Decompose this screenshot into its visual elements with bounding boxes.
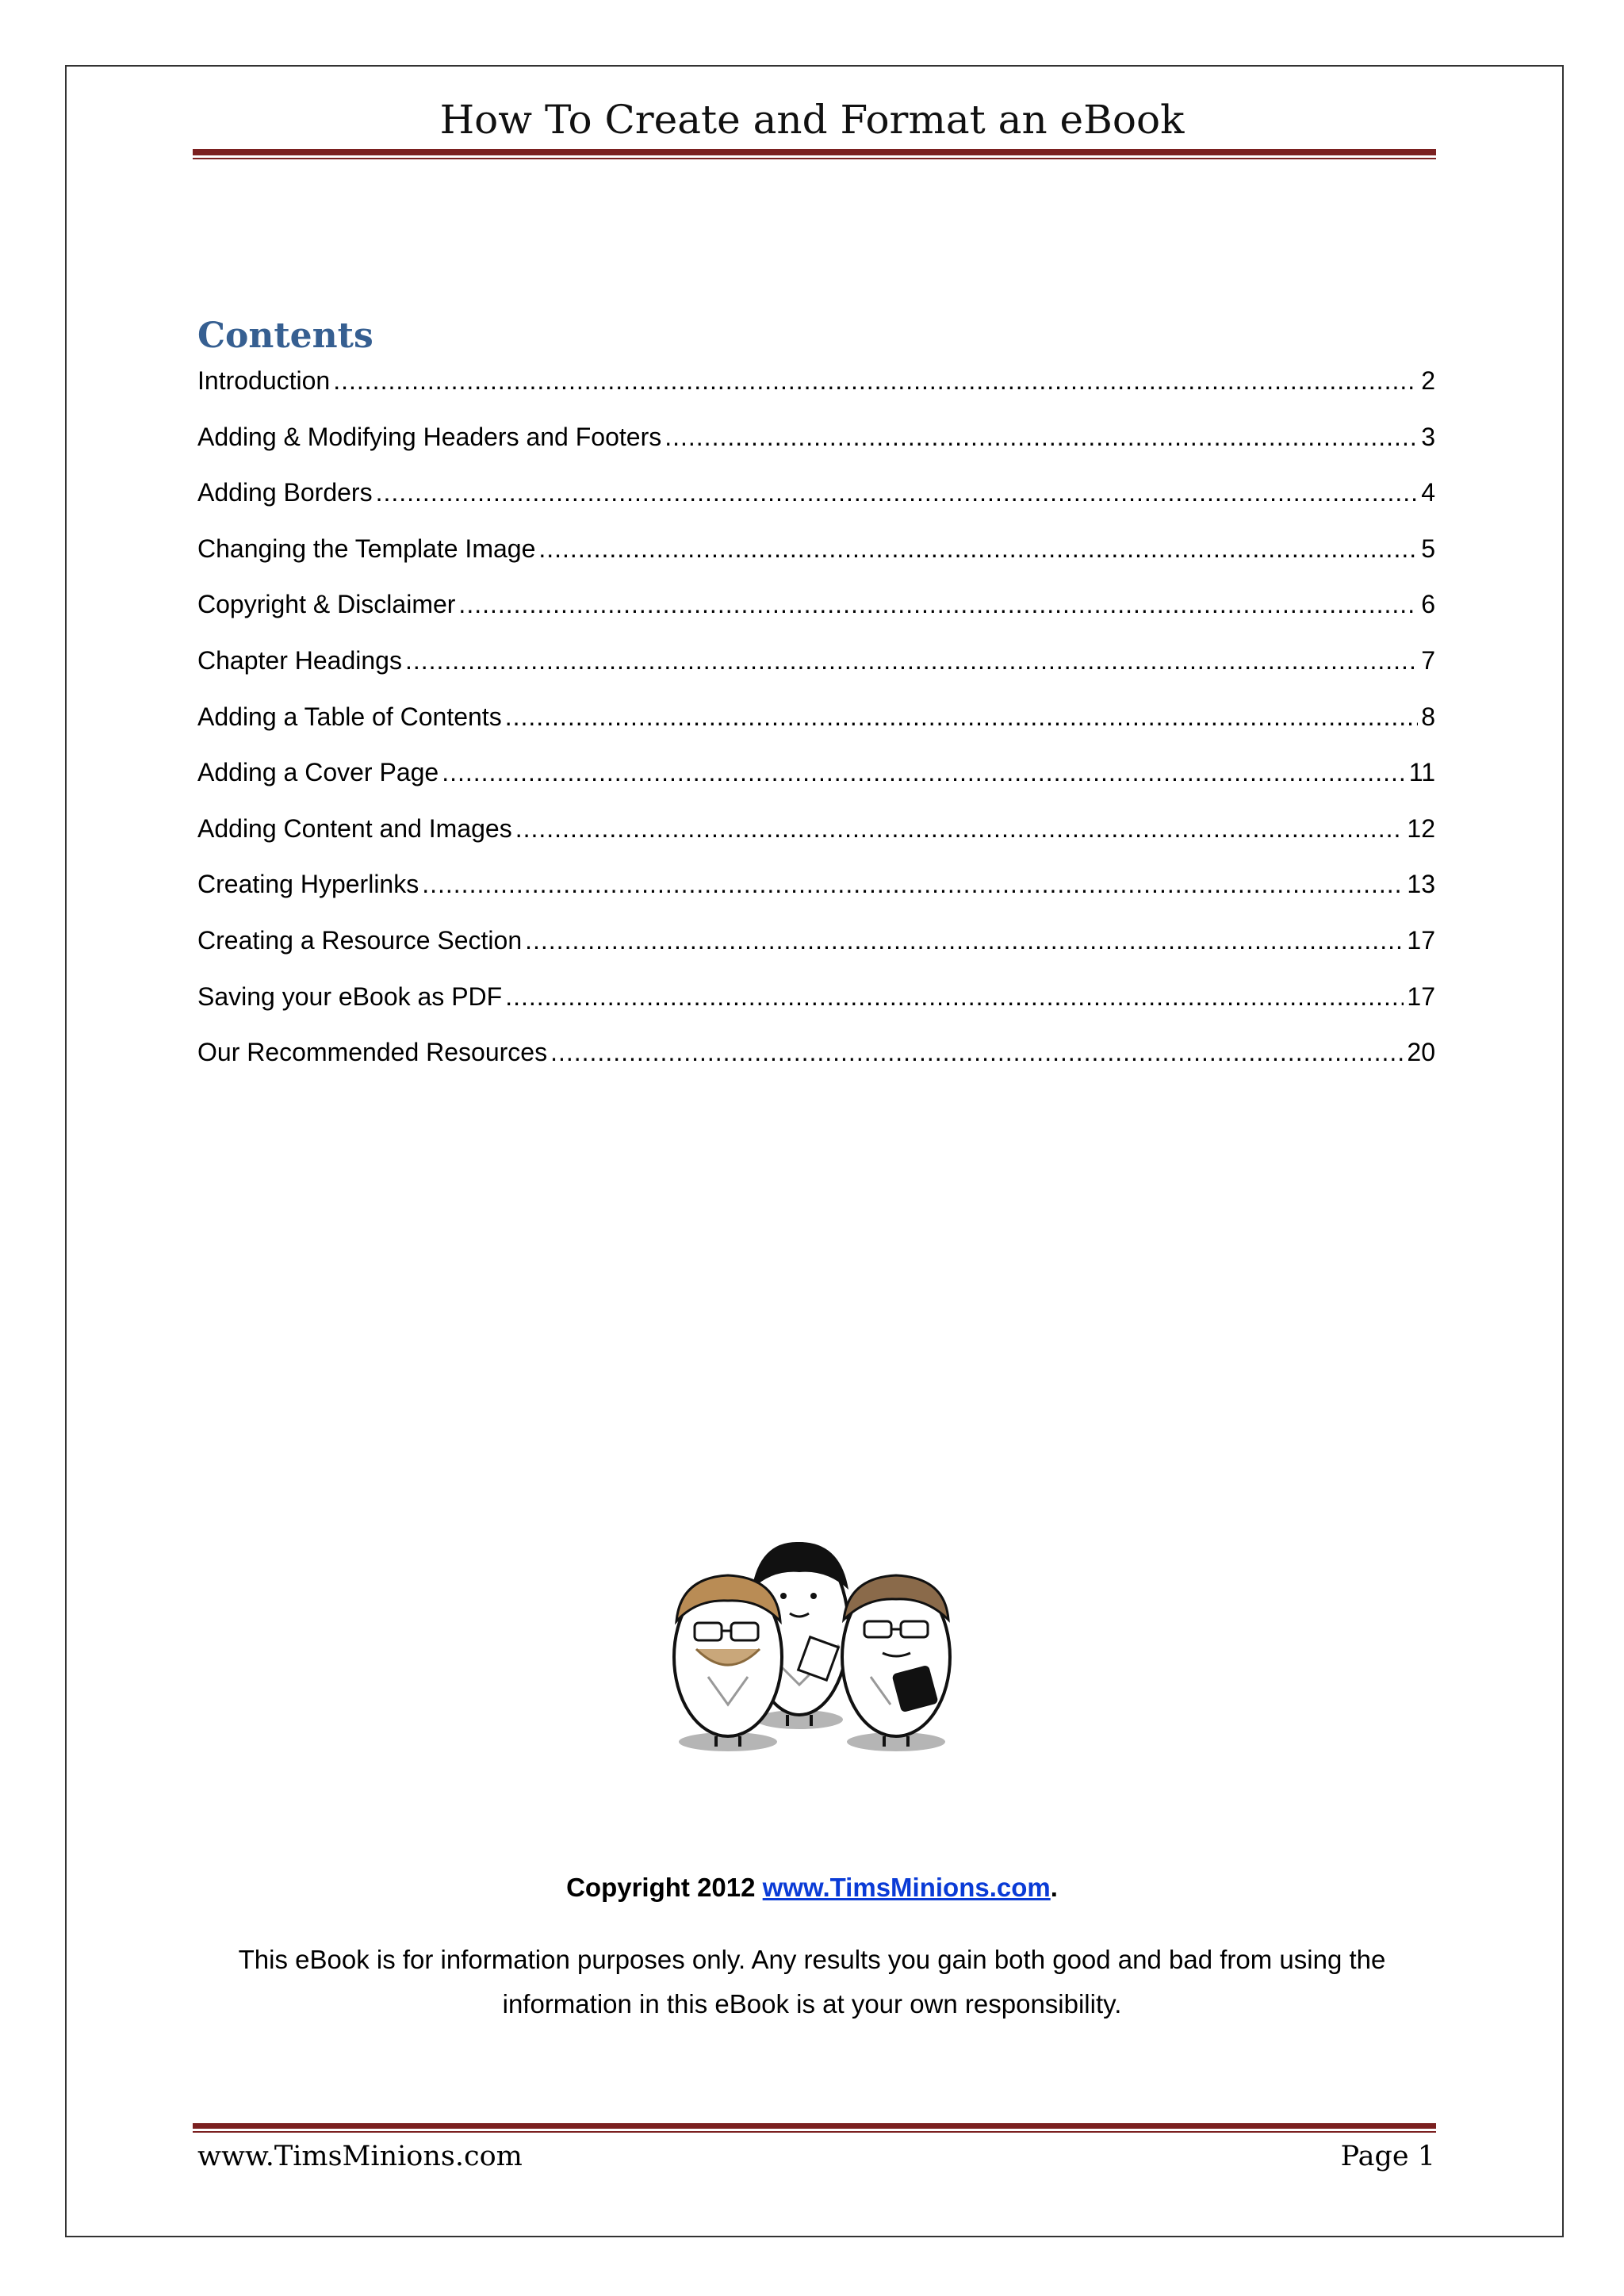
table-of-contents [197, 366, 1435, 1094]
toc-entry-title: Introduction [197, 366, 331, 395]
toc-entry[interactable] [197, 758, 1435, 814]
toc-entry-title: Adding & Modifying Headers and Footers [197, 422, 662, 451]
footer-site: www.TimsMinions.com [197, 2141, 523, 2172]
toc-entry[interactable] [197, 590, 1435, 646]
copyright-suffix: . [1050, 1873, 1058, 1902]
footer-rule [193, 2123, 1436, 2133]
copyright-prefix: Copyright 2012 [566, 1873, 763, 1902]
toc-leader [525, 926, 1404, 955]
toc-leader [376, 478, 1419, 507]
toc-entry-page: 3 [1421, 422, 1435, 451]
toc-entry-page: 7 [1421, 645, 1435, 675]
toc-heading: Contents [197, 316, 373, 356]
toc-entry-page: 13 [1407, 870, 1435, 899]
toc-entry-title: Adding a Cover Page [197, 758, 439, 787]
toc-entry-page: 17 [1407, 982, 1435, 1011]
header-rule [193, 149, 1436, 159]
toc-leader [333, 366, 1418, 396]
toc-entry-title: Chapter Headings [197, 645, 402, 675]
header-title: How To Create and Format an eBook [439, 97, 1185, 143]
toc-entry[interactable] [197, 1038, 1435, 1094]
toc-entry-title: Saving your eBook as PDF [197, 982, 503, 1011]
toc-entry-page: 6 [1421, 590, 1435, 619]
toc-entry-title: Our Recommended Resources [197, 1038, 548, 1067]
toc-leader [550, 1038, 1404, 1067]
footer-page-number: Page 1 [1340, 2141, 1435, 2172]
toc-entry[interactable] [197, 870, 1435, 926]
toc-entry-title: Creating Hyperlinks [197, 870, 419, 899]
toc-leader [515, 814, 1404, 844]
copyright-link[interactable]: www.TimsMinions.com [762, 1873, 1051, 1902]
toc-entry-title: Creating a Resource Section [197, 925, 523, 955]
toc-leader [505, 982, 1404, 1012]
toc-entry-page: 11 [1408, 758, 1435, 787]
toc-entry-title: Adding a Table of Contents [197, 702, 502, 731]
toc-leader [422, 870, 1404, 899]
toc-entry[interactable] [197, 814, 1435, 871]
toc-entry[interactable] [197, 534, 1435, 591]
toc-entry-title: Adding Borders [197, 478, 373, 507]
toc-leader [665, 423, 1418, 452]
three-minions-illustration [641, 1534, 990, 1760]
toc-entry-page: 8 [1421, 702, 1435, 731]
toc-entry-title: Copyright & Disclaimer [197, 590, 456, 619]
toc-entry[interactable] [197, 926, 1435, 982]
toc-entry-page: 4 [1421, 478, 1435, 507]
copyright-line [0, 1873, 1624, 1903]
disclaimer-text: This eBook is for information purposes only. Any results you gain both good and bad from using the information in this eBook is at your own responsibility. [238, 1945, 1386, 2019]
toc-entry-title: Changing the Template Image [197, 534, 536, 563]
toc-leader [458, 590, 1418, 619]
toc-entry-page: 20 [1407, 1038, 1435, 1067]
toc-leader [405, 646, 1418, 675]
toc-entry[interactable] [197, 646, 1435, 702]
toc-entry[interactable] [197, 478, 1435, 534]
toc-entry-page: 5 [1421, 534, 1435, 563]
toc-entry-page: 12 [1407, 813, 1435, 843]
toc-entry-title: Adding Content and Images [197, 813, 512, 843]
toc-entry[interactable] [197, 702, 1435, 759]
toc-entry[interactable] [197, 982, 1435, 1039]
toc-entry-page: 17 [1407, 925, 1435, 955]
minion-right [842, 1575, 950, 1747]
toc-leader [538, 534, 1418, 564]
toc-entry[interactable] [197, 423, 1435, 479]
toc-leader [505, 702, 1419, 732]
toc-leader [442, 758, 1406, 787]
toc-entry-page: 2 [1421, 366, 1435, 395]
toc-entry[interactable] [197, 366, 1435, 423]
